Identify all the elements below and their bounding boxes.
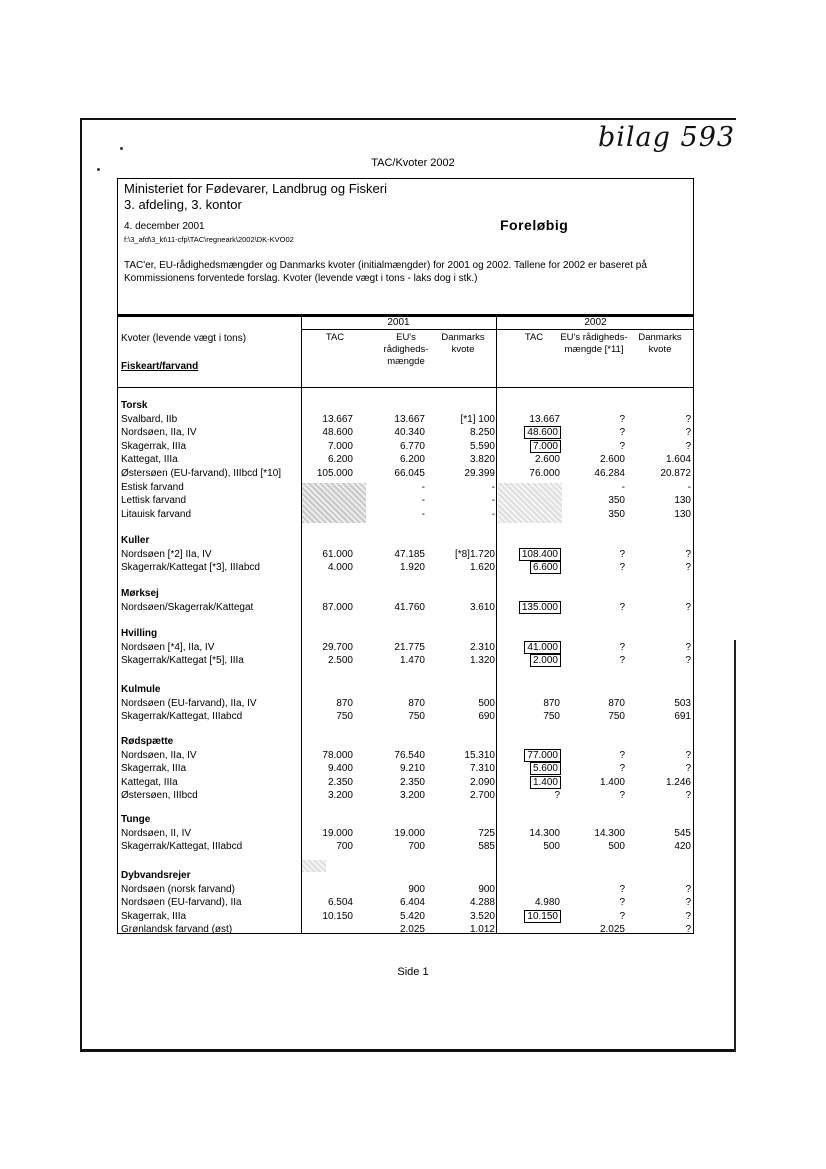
cell-value: 500	[543, 841, 560, 853]
cell-value: 3.200	[327, 790, 353, 802]
row-label: Nordsøen, II, IV	[121, 827, 192, 839]
cell-value: 2.500	[327, 655, 353, 667]
cell-value: 2.090	[469, 776, 495, 788]
row-label: Kattegat, IIIa	[121, 776, 178, 788]
cell-value: 6.404	[399, 897, 425, 909]
cell-value: 13.667	[394, 413, 425, 425]
cell-value: 41.760	[394, 601, 425, 613]
cell-value: ?	[619, 641, 625, 653]
cell-value: 105.000	[316, 468, 353, 479]
quota-table	[117, 315, 694, 934]
cell-value: 1.012	[469, 924, 495, 936]
cell-value: 3.610	[469, 601, 495, 613]
scan-speck	[120, 147, 123, 150]
row-label: Skagerrak/Kattegat [*3], IIIabcd	[121, 562, 260, 574]
table-row	[118, 414, 693, 427]
cell-value: 1.320	[469, 655, 495, 667]
cell-value: 870	[543, 697, 560, 709]
cell-value: 10.150	[322, 910, 353, 922]
cell-value: ?	[619, 749, 625, 761]
row-label: Lettisk farvand	[121, 495, 187, 507]
cell-value: 66.045	[394, 468, 425, 479]
table-row	[118, 468, 693, 481]
cell-value: 750	[543, 711, 560, 723]
cell-value: ?	[619, 763, 625, 775]
row-label: Skagerrak/Kattegat, IIIabcd	[121, 841, 243, 853]
cell-value: 750	[336, 711, 353, 723]
cell-value: 545	[674, 827, 691, 839]
cell-value: -	[491, 495, 495, 507]
cell-value: -	[491, 481, 495, 493]
cell-value: 500	[608, 841, 625, 853]
table-row	[118, 711, 693, 724]
table-row	[118, 763, 693, 776]
table-row	[118, 790, 693, 803]
cell-value: 78.000	[322, 749, 353, 761]
table-row	[118, 828, 693, 841]
col-eu-2002: EU's rådigheds- mængde [*11]	[560, 332, 628, 355]
cell-value: -	[421, 508, 425, 520]
row-label: Grønlandsk farvand (øst)	[121, 924, 233, 936]
status-label: Foreløbig	[500, 217, 569, 233]
table-row	[118, 777, 693, 790]
cell-value: 29.399	[464, 468, 495, 479]
cell-value: 870	[336, 697, 353, 709]
group-header: Hvilling	[121, 628, 158, 639]
header-bottom-rule	[118, 387, 693, 388]
row-label: Skagerrak, IIIa	[121, 910, 187, 922]
units-label: Kvoter (levende vægt i tons)	[121, 333, 247, 344]
cell-value: 2.700	[469, 790, 495, 802]
cell-value: 10.150	[527, 910, 558, 922]
cell-value: 7.000	[532, 440, 558, 452]
table-row	[118, 495, 693, 508]
cell-value: 5.600	[532, 763, 558, 775]
cell-value: 1.920	[399, 562, 425, 574]
cell-value: 9.210	[399, 763, 425, 775]
fiskeart-header: Fiskeart/farvand	[121, 361, 199, 372]
table-row	[118, 482, 693, 495]
cell-value: 2.025	[599, 924, 625, 936]
cell-value: 130	[674, 495, 691, 507]
row-label: Skagerrak/Kattegat, IIIabcd	[121, 711, 243, 723]
group-header: Torsk	[121, 400, 148, 411]
cell-value: [*8]1.720	[454, 548, 495, 560]
cell-value: 1.604	[665, 454, 691, 466]
cell-value: 4.980	[534, 897, 560, 909]
cell-value: ?	[685, 910, 691, 922]
row-label: Nordsøen (EU-farvand), IIa, IV	[121, 697, 257, 709]
file-path: f:\3_afd\3_kt\11-cfp\TAC\regneark\2002\DK-KVO02	[124, 235, 294, 244]
cell-value: 500	[478, 697, 495, 709]
row-label: Nordsøen [*4], IIa, IV	[121, 641, 215, 653]
group-header: Dybvandsrejer	[121, 870, 191, 881]
cell-value: 2.600	[599, 454, 625, 466]
cell-value: 420	[674, 841, 691, 853]
cell-value: ?	[685, 641, 691, 653]
cell-value: 21.775	[394, 641, 425, 653]
cell-value: -	[687, 481, 691, 493]
cell-value: 14.300	[529, 827, 560, 839]
cell-value: 3.820	[469, 454, 495, 466]
col-tac-2002: TAC	[524, 332, 544, 343]
handwritten-annotation: bilag 593	[598, 122, 736, 153]
cell-value: 48.600	[322, 427, 353, 439]
row-label: Skagerrak/Kattegat [*5], IIIa	[121, 655, 244, 667]
cell-value: 4.000	[327, 562, 353, 574]
row-label: Nordsøen [*2] IIa, IV	[121, 548, 212, 560]
row-label: Estisk farvand	[121, 481, 184, 493]
year-2002: 2002	[584, 317, 607, 328]
cell-value: 2.600	[534, 454, 560, 466]
cell-value: ?	[685, 924, 691, 936]
group-header: Tunge	[121, 814, 151, 825]
cell-value: ?	[619, 883, 625, 895]
col-dk-2002: Danmarks kvote	[638, 332, 682, 355]
cell-value: 6.504	[327, 897, 353, 909]
year-2001: 2001	[387, 317, 410, 328]
cell-value: 5.590	[469, 440, 495, 452]
col-tac-2001: TAC	[325, 332, 345, 343]
cell-value: 700	[408, 841, 425, 853]
page-header: TAC/Kvoter 2002	[371, 157, 455, 169]
row-label: Nordsøen (norsk farvand)	[121, 883, 235, 895]
cell-value: 40.340	[394, 427, 425, 439]
cell-value: 7.310	[469, 763, 495, 775]
scan-edge	[734, 640, 736, 1052]
cell-value: 700	[336, 841, 353, 853]
redacted-area	[302, 860, 326, 872]
group-header: Kuller	[121, 535, 150, 546]
row-label: Nordsøen, IIa, IV	[121, 749, 197, 761]
cell-value: 130	[674, 508, 691, 520]
cell-value: 691	[674, 711, 691, 723]
table-row	[118, 897, 693, 910]
cell-value: 9.400	[327, 763, 353, 775]
table-row	[118, 698, 693, 711]
row-label: Skagerrak, IIIa	[121, 440, 187, 452]
group-header: Rødspætte	[121, 736, 174, 747]
cell-value: -	[621, 481, 625, 493]
document-date: 4. december 2001	[124, 221, 205, 232]
cell-value: 19.000	[394, 827, 425, 839]
row-label: Skagerrak, IIIa	[121, 763, 187, 775]
cell-value: 76.000	[529, 468, 560, 479]
row-label: Litauisk farvand	[121, 508, 192, 520]
table-row	[118, 549, 693, 562]
cell-value: 585	[478, 841, 495, 853]
cell-value: 20.872	[660, 468, 691, 479]
cell-value: 870	[608, 697, 625, 709]
col-dk-2001: Danmarks kvote	[441, 332, 485, 355]
cell-value: 3.200	[399, 790, 425, 802]
col-eu-2001: EU's rådigheds- mængde	[383, 332, 429, 367]
cell-value: ?	[685, 749, 691, 761]
row-label: Nordsøen (EU-farvand), IIa	[121, 897, 242, 909]
cell-value: 1.246	[665, 776, 691, 788]
ministry-line: Ministeriet for Fødevarer, Landbrug og Fiskeri	[124, 181, 387, 196]
table-row	[118, 841, 693, 854]
cell-value: ?	[685, 562, 691, 574]
cell-value: 725	[478, 827, 495, 839]
cell-value: 135.000	[521, 601, 558, 613]
cell-value: 8.250	[469, 427, 495, 439]
cell-value: 87.000	[322, 601, 353, 613]
row-label: Nordsøen, IIa, IV	[121, 427, 197, 439]
cell-value: 7.000	[327, 440, 353, 452]
row-label: Nordsøen/Skagerrak/Kattegat	[121, 601, 254, 613]
table-row	[118, 441, 693, 454]
cell-value: 108.400	[521, 548, 558, 560]
cell-value: ?	[685, 883, 691, 895]
row-label: Østersøen (EU-farvand), IIIbcd [*10]	[121, 468, 282, 479]
group-header: Kulmule	[121, 684, 161, 695]
cell-value: 350	[608, 508, 625, 520]
cell-value: 19.000	[322, 827, 353, 839]
cell-value: ?	[619, 440, 625, 452]
cell-value: ?	[685, 413, 691, 425]
cell-value: 5.420	[399, 910, 425, 922]
cell-value: 2.350	[399, 776, 425, 788]
table-row	[118, 655, 693, 668]
page-footer: Side 1	[397, 966, 429, 978]
cell-value: 1.400	[599, 776, 625, 788]
document-header-box	[117, 178, 694, 315]
cell-value: 13.667	[529, 413, 560, 425]
cell-value: ?	[619, 562, 625, 574]
cell-value: ?	[685, 427, 691, 439]
cell-value: ?	[685, 655, 691, 667]
cell-value: 48.600	[527, 427, 558, 439]
table-row	[118, 454, 693, 467]
table-row	[118, 750, 693, 763]
cell-value: -	[421, 481, 425, 493]
cell-value: ?	[619, 601, 625, 613]
cell-value: 1.470	[399, 655, 425, 667]
cell-value: 1.620	[469, 562, 495, 574]
row-label: Kattegat, IIIa	[121, 454, 178, 466]
table-row	[118, 642, 693, 655]
cell-value: 76.540	[394, 749, 425, 761]
cell-value: 6.200	[399, 454, 425, 466]
cell-value: 1.400	[532, 776, 558, 788]
cell-value: ?	[685, 790, 691, 802]
cell-value: ?	[685, 763, 691, 775]
cell-value: 4.288	[469, 897, 495, 909]
cell-value: 750	[608, 711, 625, 723]
cell-value: ?	[554, 790, 560, 802]
cell-value: ?	[619, 413, 625, 425]
cell-value: 503	[674, 697, 691, 709]
cell-value: 77.000	[527, 749, 558, 761]
cell-value: 900	[478, 883, 495, 895]
cell-value: 46.284	[594, 468, 625, 479]
cell-value: 750	[408, 711, 425, 723]
cell-value: 350	[608, 495, 625, 507]
cell-value: 690	[478, 711, 495, 723]
cell-value: ?	[685, 897, 691, 909]
cell-value: ?	[685, 548, 691, 560]
cell-value: 2.350	[327, 776, 353, 788]
cell-value: 61.000	[322, 548, 353, 560]
cell-value: 15.310	[464, 749, 495, 761]
cell-value: 6.600	[532, 562, 558, 574]
department-line: 3. afdeling, 3. kontor	[124, 197, 242, 212]
cell-value: 14.300	[594, 827, 625, 839]
cell-value: -	[491, 508, 495, 520]
table-row	[118, 602, 693, 615]
cell-value: 6.200	[327, 454, 353, 466]
cell-value: ?	[685, 601, 691, 613]
table-row	[118, 884, 693, 897]
cell-value: ?	[619, 910, 625, 922]
cell-value: 900	[408, 883, 425, 895]
cell-value: 41.000	[527, 641, 558, 653]
cell-value: ?	[685, 440, 691, 452]
row-label: Svalbard, IIb	[121, 413, 178, 425]
cell-value: [*1] 100	[460, 413, 495, 425]
table-row	[118, 911, 693, 924]
row-label: Østersøen, IIIbcd	[121, 790, 198, 802]
cell-value: 3.520	[469, 910, 495, 922]
group-header: Mørksej	[121, 588, 159, 599]
table-row	[118, 427, 693, 440]
table-row	[118, 562, 693, 575]
cell-value: 29.700	[322, 641, 353, 653]
cell-value: ?	[619, 790, 625, 802]
cell-value: 2.310	[469, 641, 495, 653]
cell-value: ?	[619, 897, 625, 909]
cell-value: 6.770	[399, 440, 425, 452]
table-row	[118, 924, 693, 937]
cell-value: -	[421, 495, 425, 507]
cell-value: ?	[619, 655, 625, 667]
cell-value: 13.667	[322, 413, 353, 425]
cell-value: 2.025	[399, 924, 425, 936]
description: TAC'er, EU-rådighedsmængder og Danmarks kvoter (initialmængder) for 2001 og 2002. Tallene for 2002 er baseret på Kommissionens forventede forslag. Kvoter (levende vægt i tons - laks dog i stk.)	[124, 260, 647, 284]
cell-value: ?	[619, 548, 625, 560]
year-rule	[301, 329, 693, 330]
table-row	[118, 509, 693, 522]
cell-value: ?	[619, 427, 625, 439]
cell-value: 2.000	[532, 655, 558, 667]
cell-value: 47.185	[394, 548, 425, 560]
ministry-name	[124, 181, 387, 213]
cell-value: 870	[408, 697, 425, 709]
